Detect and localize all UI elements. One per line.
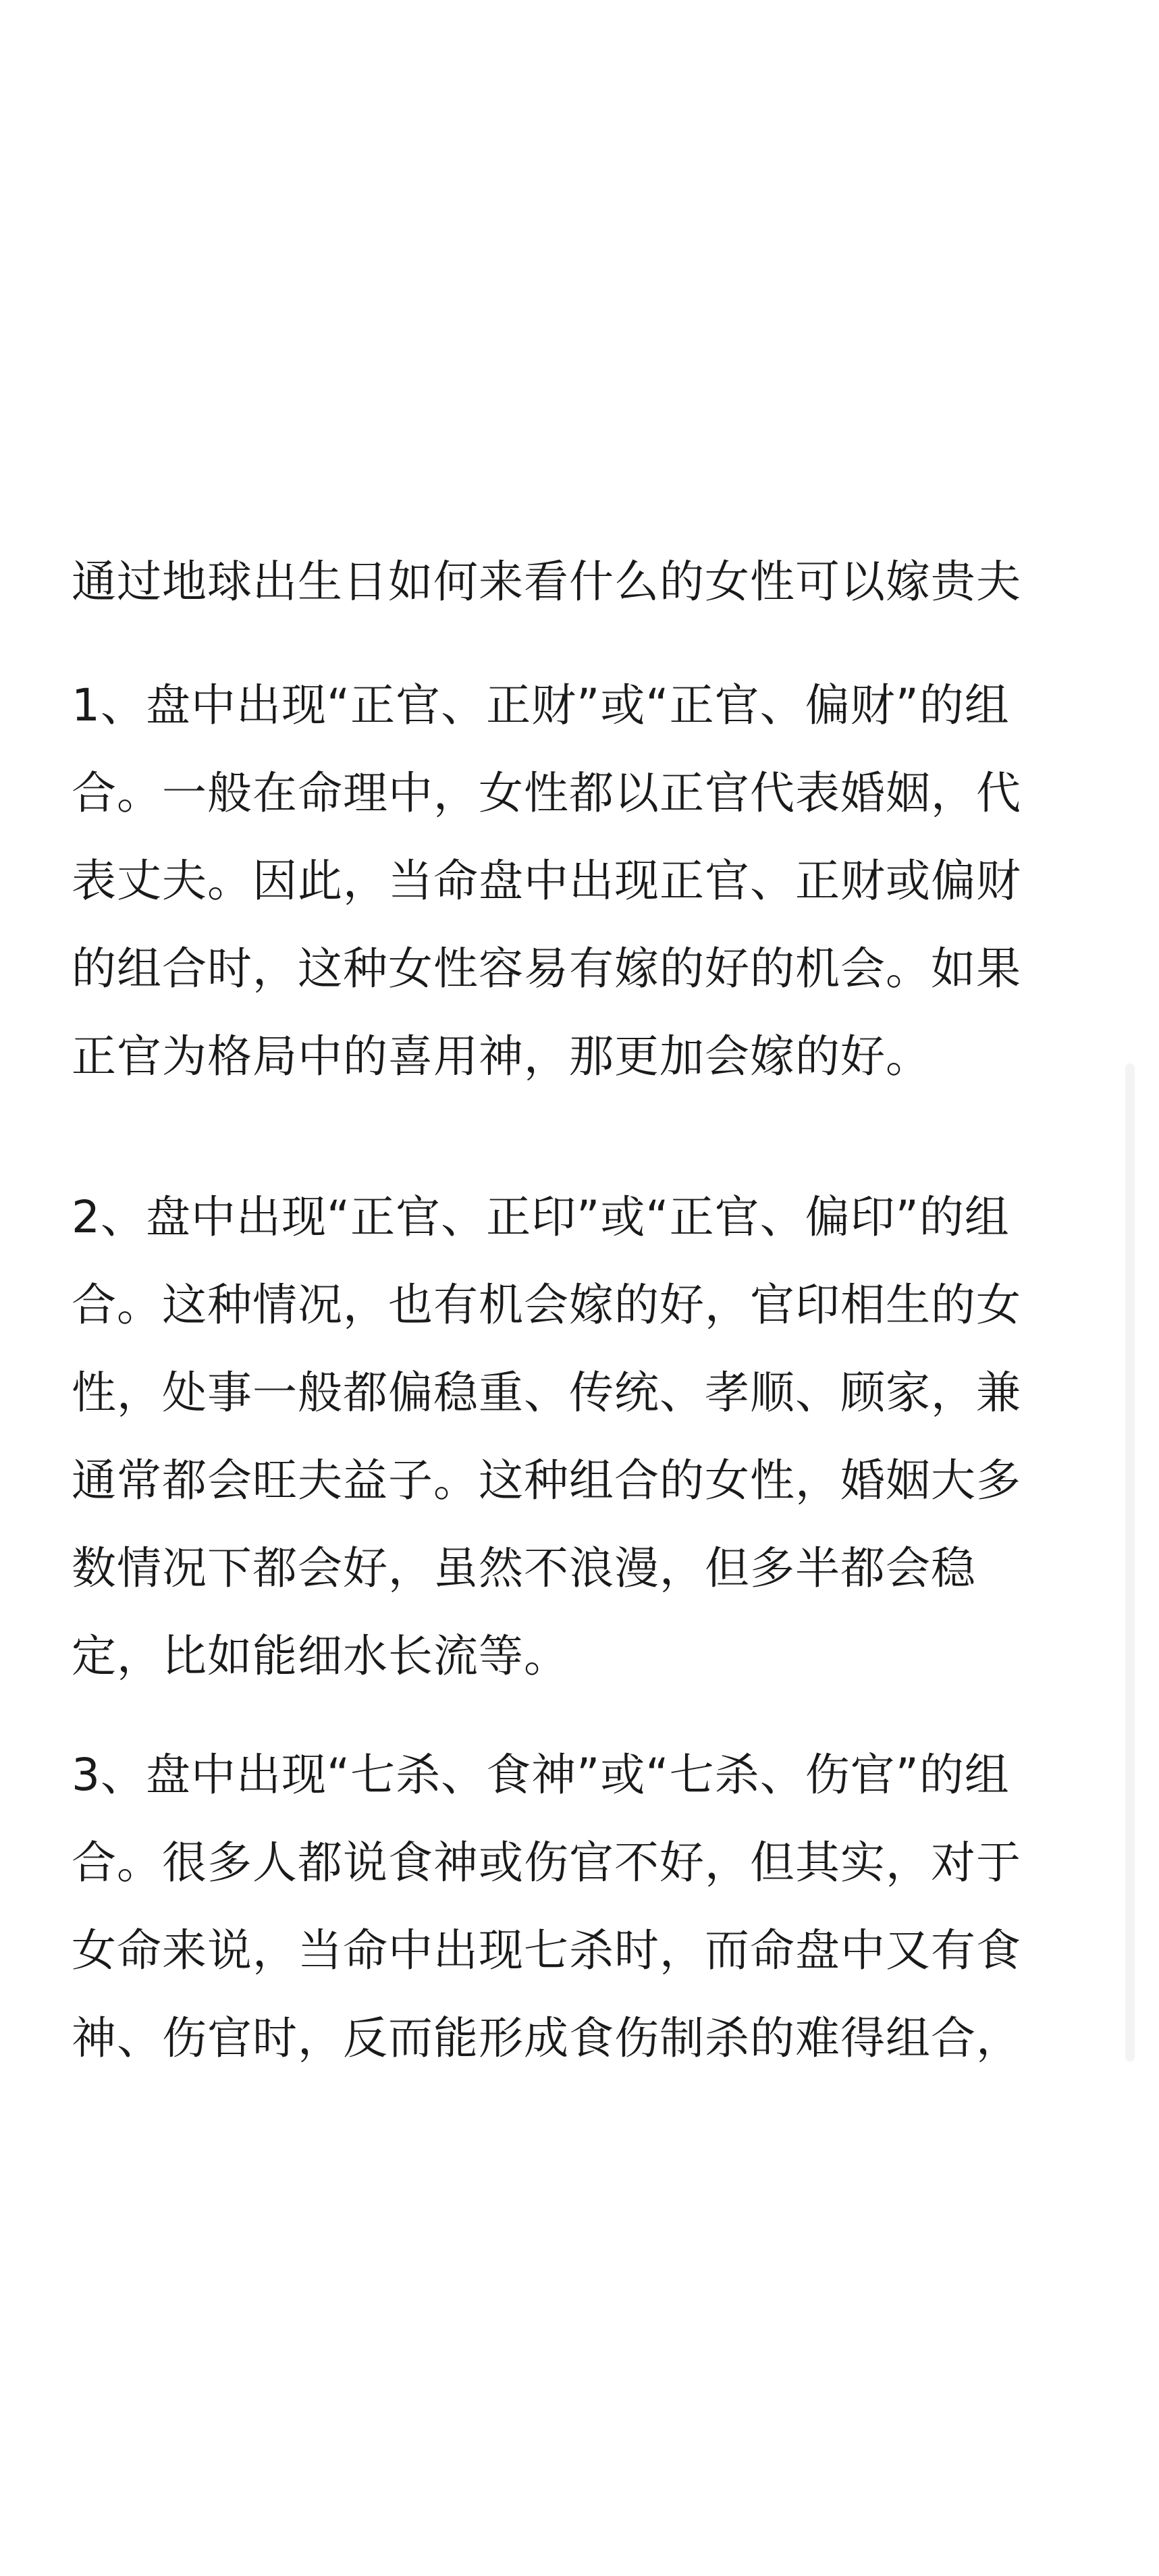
paragraph-line: 神、伤官时，反而能形成食伤制杀的难得组合， <box>72 2012 1021 2064</box>
paragraph-line: 合。一般在命理中，女性都以正官代表婚姻，代 <box>72 767 1021 819</box>
paragraph-line: 通常都会旺夫益子。这种组合的女性，婚姻大多 <box>72 1454 1021 1506</box>
paragraph-line: 数情况下都会好，虽然不浪漫，但多半都会稳 <box>72 1542 976 1594</box>
paragraph-line: 3、盘中出现“七杀、食神”或“七杀、伤官”的组 <box>72 1749 1010 1801</box>
paragraph-line: 正官为格局中的喜用神，那更加会嫁的好。 <box>72 1030 931 1082</box>
article-content <box>72 548 1091 2064</box>
paragraph-line: 定，比如能细水长流等。 <box>72 1630 569 1682</box>
paragraph-line: 的组合时，这种女性容易有嫁的好的机会。如果 <box>72 943 1021 995</box>
paragraph-line: 合。很多人都说食神或伤官不好，但其实，对于 <box>72 1837 1021 1889</box>
paragraph-line: 合。这种情况，也有机会嫁的好，官印相生的女 <box>72 1279 1021 1331</box>
scrollbar[interactable] <box>1125 1063 1135 2061</box>
paragraph-3 <box>72 1731 1021 2082</box>
paragraph-line: 女命来说，当命中出现七杀时，而命盘中又有食 <box>72 1924 1021 1976</box>
article-title: 通过地球出生日如何来看什么的女性可以嫁贵夫 <box>72 556 1021 608</box>
paragraph-line: 表丈夫。因此，当命盘中出现正官、正财或偏财 <box>72 855 1021 907</box>
paragraph-2 <box>72 1174 1021 1700</box>
paragraph-line: 1、盘中出现“正官、正财”或“正官、偏财”的组 <box>72 679 1010 731</box>
paragraph-line: 性，处事一般都偏稳重、传统、孝顺、顾家，兼 <box>72 1367 1021 1419</box>
paragraph-1 <box>72 662 1021 1101</box>
paragraph-line: 2、盘中出现“正官、正印”或“正官、偏印”的组 <box>72 1191 1010 1243</box>
